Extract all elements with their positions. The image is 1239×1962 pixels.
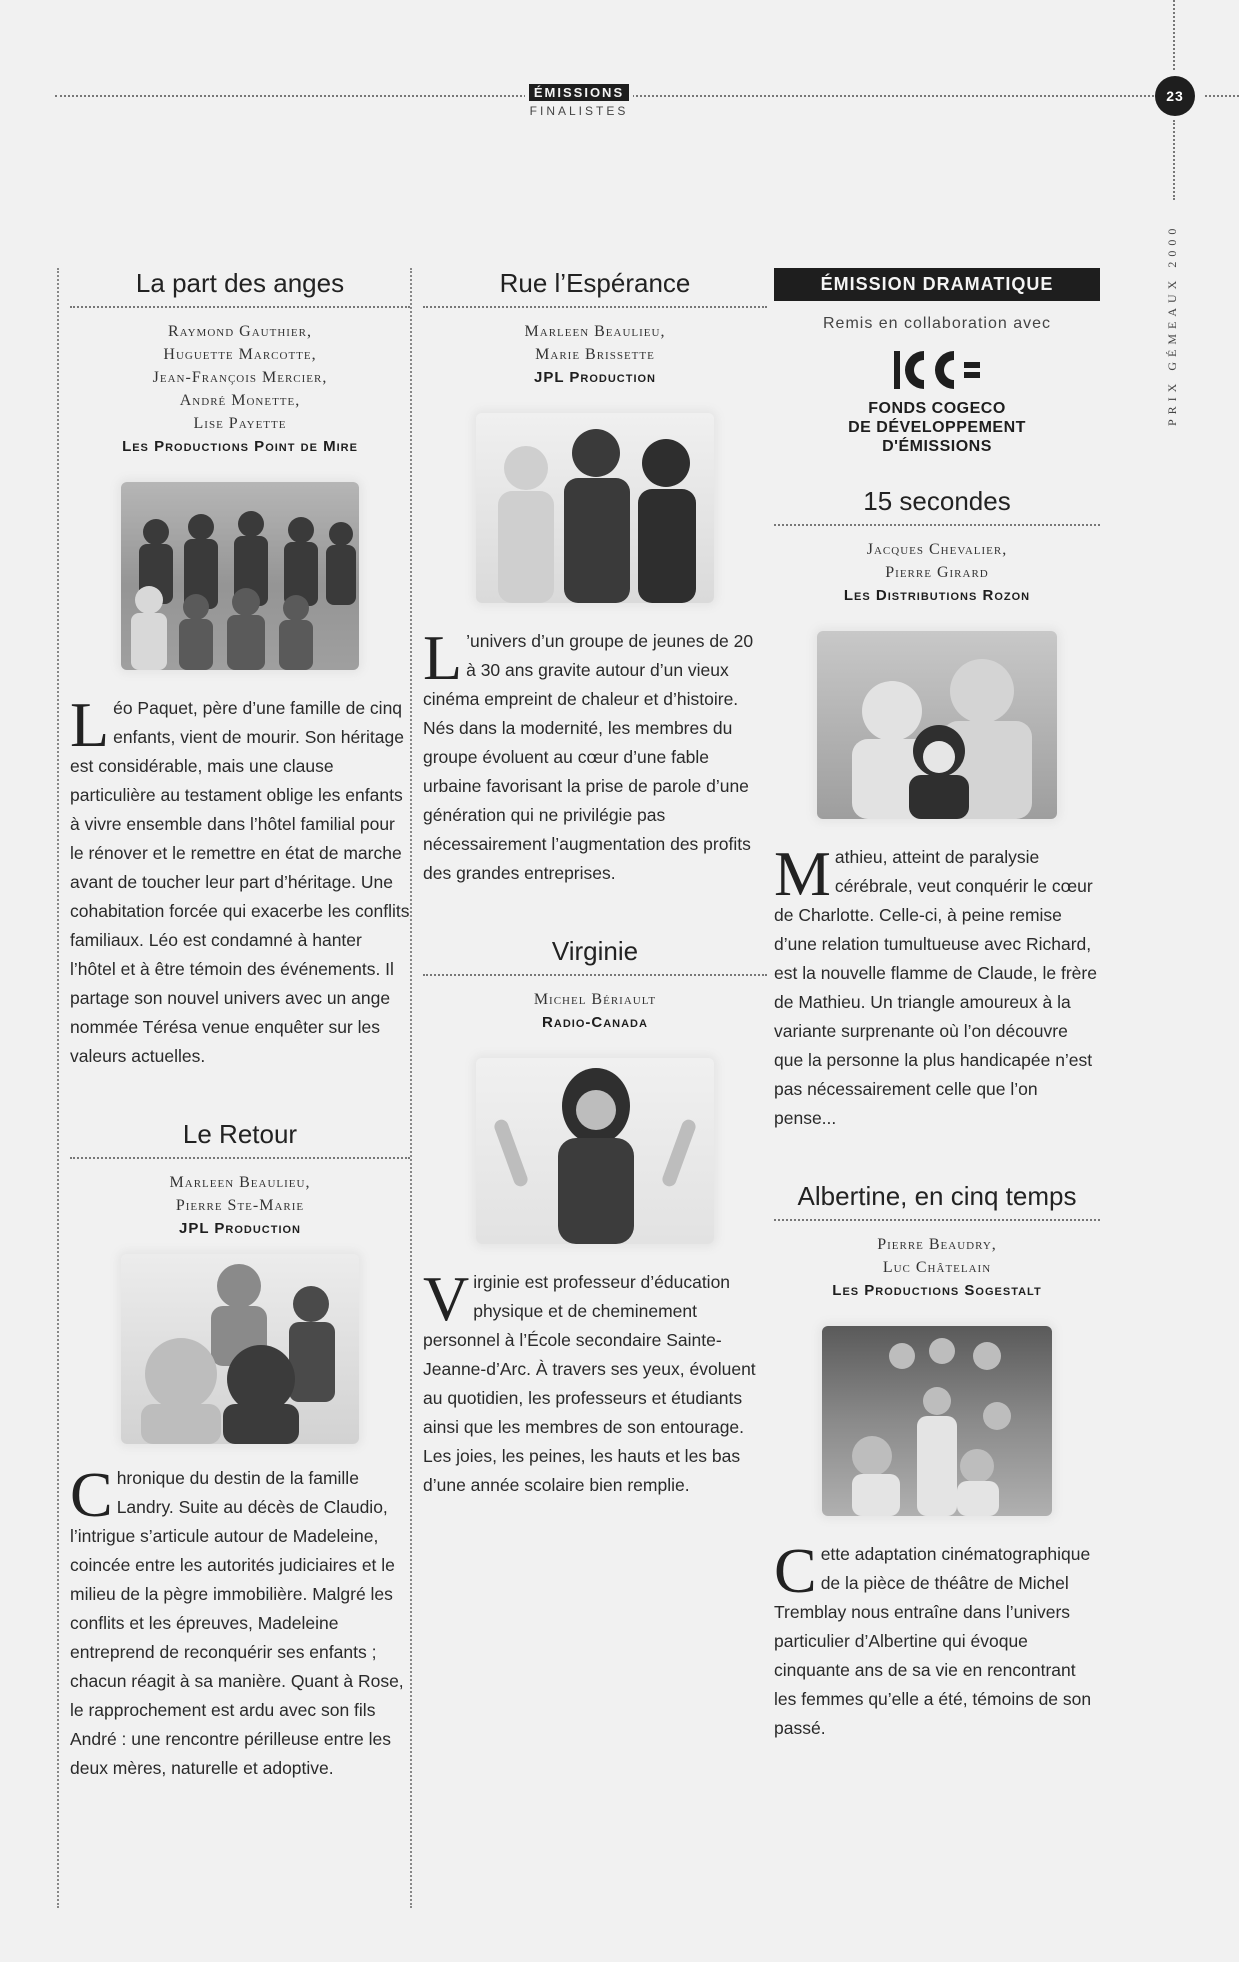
entry-title: Rue l’Espérance bbox=[423, 268, 767, 308]
credit-name: Huguette Marcotte, bbox=[163, 346, 317, 363]
collaboration-text: Remis en collaboration avec bbox=[823, 315, 1051, 332]
entry-credits bbox=[774, 538, 1100, 607]
credit-name: Jean-François Mercier, bbox=[152, 369, 328, 386]
credit-name: Jacques Chevalier, bbox=[866, 541, 1008, 558]
cogeco-logo-icon bbox=[894, 347, 980, 393]
cast-group-silhouettes bbox=[476, 413, 714, 603]
credit-name: Pierre Beaudry, bbox=[877, 1236, 997, 1253]
description-text: hronique du destin de la famille Landry. Suite au décès de Claudio, l’intrigue s’articule autour de Madeleine, coincée entre les autorités judiciaires et le milieu de la pègre immobilière. Malgré les conflits et les épreuves, Madeleine entreprend de reconquérir ses enfants ; chacun réagit à sa manière. Quant à Rose, le rapprochement est ardu avec son fils André : une rencontre périlleuse entre les deux mères, naturelle et adoptive. bbox=[70, 1468, 404, 1778]
side-running-title: PRIX GÉMEAUX 2000 bbox=[1165, 223, 1179, 427]
drop-cap: C bbox=[774, 1535, 817, 1606]
entry-rue-esperance bbox=[423, 268, 767, 888]
cast-group-silhouettes bbox=[121, 482, 359, 670]
description-text: ’univers d’un groupe de jeunes de 20 à 30 ans gravite autour d’un vieux cinéma empreint de chaleur et d’histoire. Nés dans la modernité, les membres du groupe évoluent au cœur d’une fable urbaine favorisant la prise de parole d’une génération qui ne privilégie pas nécessairement l’augmentation des profits des grandes entreprises. bbox=[423, 631, 754, 883]
entry-credits bbox=[423, 320, 767, 389]
credit-name: Pierre Ste-Marie bbox=[175, 1197, 305, 1214]
column-middle bbox=[410, 268, 767, 1908]
credit-name: Luc Châtelain bbox=[882, 1259, 992, 1276]
sponsor-name bbox=[774, 399, 1100, 456]
sponsor-name-line: DE DÉVELOPPEMENT bbox=[848, 419, 1026, 436]
credit-name: Lise Payette bbox=[193, 415, 287, 432]
entry-description bbox=[423, 1263, 767, 1500]
producer-name: Les Productions Point de Mire bbox=[122, 438, 358, 455]
producer-name: Les Distributions Rozon bbox=[843, 587, 1031, 604]
category-banner: ÉMISSION DRAMATIQUE bbox=[774, 268, 1100, 301]
producer-name: Radio-Canada bbox=[542, 1014, 648, 1031]
credit-name: Pierre Girard bbox=[885, 564, 989, 581]
entry-description bbox=[70, 1459, 410, 1783]
cast-photo bbox=[822, 1326, 1052, 1516]
actress-silhouette bbox=[476, 1058, 714, 1244]
entry-credits bbox=[70, 320, 410, 458]
credit-name: Marleen Beaulieu, bbox=[524, 323, 666, 340]
entry-virginie bbox=[423, 936, 767, 1500]
credit-name: Marie Brissette bbox=[535, 346, 655, 363]
description-text: athieu, atteint de paralysie cérébrale, veut conquérir le cœur de Charlotte. Celle-ci, à peine remise d’une relation tumultueuse avec Richard, est la nouvelle flamme de Claude, le frère de Mathieu. Un triangle amoureux à la variante surprenante où l’on découvre que la personne la plus handicapée n’est pas nécessairement celle que l’on pense... bbox=[774, 847, 1097, 1128]
entry-description bbox=[423, 622, 767, 888]
column-left bbox=[57, 268, 410, 1908]
credit-name: Marleen Beaulieu, bbox=[169, 1174, 311, 1191]
cast-photo bbox=[817, 631, 1057, 819]
producer-name: Les Productions Sogestalt bbox=[832, 1282, 1042, 1299]
entry-title: Le Retour bbox=[70, 1119, 410, 1159]
side-dotted-rule bbox=[1173, 120, 1175, 200]
cast-group-silhouettes bbox=[121, 1254, 359, 1444]
cast-group-silhouettes bbox=[822, 1326, 1052, 1516]
cast-photo bbox=[476, 413, 714, 603]
page-number: 23 bbox=[1155, 76, 1195, 116]
drop-cap: M bbox=[774, 838, 831, 909]
entry-title: La part des anges bbox=[70, 268, 410, 308]
side-dotted-rule bbox=[1173, 0, 1175, 70]
entry-description bbox=[774, 838, 1100, 1133]
entry-credits bbox=[70, 1171, 410, 1240]
entry-title: 15 secondes bbox=[774, 486, 1100, 526]
top-dotted-rule-right bbox=[1205, 95, 1239, 97]
sponsor-name-line: FONDS COGECO bbox=[868, 400, 1006, 417]
entry-title: Virginie bbox=[423, 936, 767, 976]
sponsor-logo bbox=[894, 347, 980, 393]
producer-name: JPL Production bbox=[178, 1220, 302, 1237]
entry-description bbox=[774, 1535, 1100, 1743]
credit-name: Michel Bériault bbox=[533, 991, 657, 1008]
drop-cap: L bbox=[70, 689, 110, 760]
cast-group-silhouettes bbox=[817, 631, 1057, 819]
entry-albertine bbox=[774, 1181, 1100, 1743]
column-right bbox=[774, 268, 1100, 1743]
entry-la-part-des-anges bbox=[70, 268, 410, 1071]
credit-name: André Monette, bbox=[179, 392, 301, 409]
drop-cap: L bbox=[423, 622, 463, 693]
section-subtitle: FINALISTES bbox=[529, 104, 629, 118]
cast-photo bbox=[121, 1254, 359, 1444]
entry-title: Albertine, en cinq temps bbox=[774, 1181, 1100, 1221]
cast-photo bbox=[121, 482, 359, 670]
entry-credits bbox=[774, 1233, 1100, 1302]
entry-description bbox=[70, 689, 410, 1071]
entry-le-retour bbox=[70, 1119, 410, 1783]
cast-photo bbox=[476, 1058, 714, 1244]
credit-name: Raymond Gauthier, bbox=[168, 323, 312, 340]
description-text: éo Paquet, père d’une famille de cinq enfants, vient de mourir. Son héritage est considérable, mais une clause particulière au testament oblige les enfants à vivre ensemble dans l’hôtel familial pour le rénover et le remettre en état de marche avant de toucher leur part d’héritage. Une cohabitation forcée qui exacerbe les conflits familiaux. Léo est condamné à hanter l’hôtel et à être témoin des événements. Il partage son nouvel univers avec un ange nommée Térésa venue enquêter sur les valeurs actuelles. bbox=[70, 698, 410, 1066]
description-text: irginie est professeur d’éducation physique et de cheminement personnel à l’École secondaire Sainte-Jeanne-d’Arc. À travers ses yeux, évoluent au quotidien, les professeurs et étudiants ainsi que les membres de son entourage. Les joies, les peines, les hauts et les bas d’une année scolaire bien remplie. bbox=[423, 1272, 756, 1495]
drop-cap: C bbox=[70, 1459, 113, 1530]
entry-credits bbox=[423, 988, 767, 1034]
producer-name: JPL Production bbox=[533, 369, 657, 386]
entry-15-secondes bbox=[774, 486, 1100, 1133]
section-header bbox=[525, 84, 633, 118]
drop-cap: V bbox=[423, 1263, 470, 1334]
description-text: ette adaptation cinématographique de la pièce de théâtre de Michel Tremblay nous entraîne dans l’univers particulier d’Albertine qui évoque cinquante ans de sa vie en rencontrant les femmes qu’elle a été, témoins de son passé. bbox=[774, 1544, 1092, 1738]
section-label: ÉMISSIONS bbox=[529, 84, 629, 101]
sponsor-name-line: D'ÉMISSIONS bbox=[882, 438, 992, 455]
